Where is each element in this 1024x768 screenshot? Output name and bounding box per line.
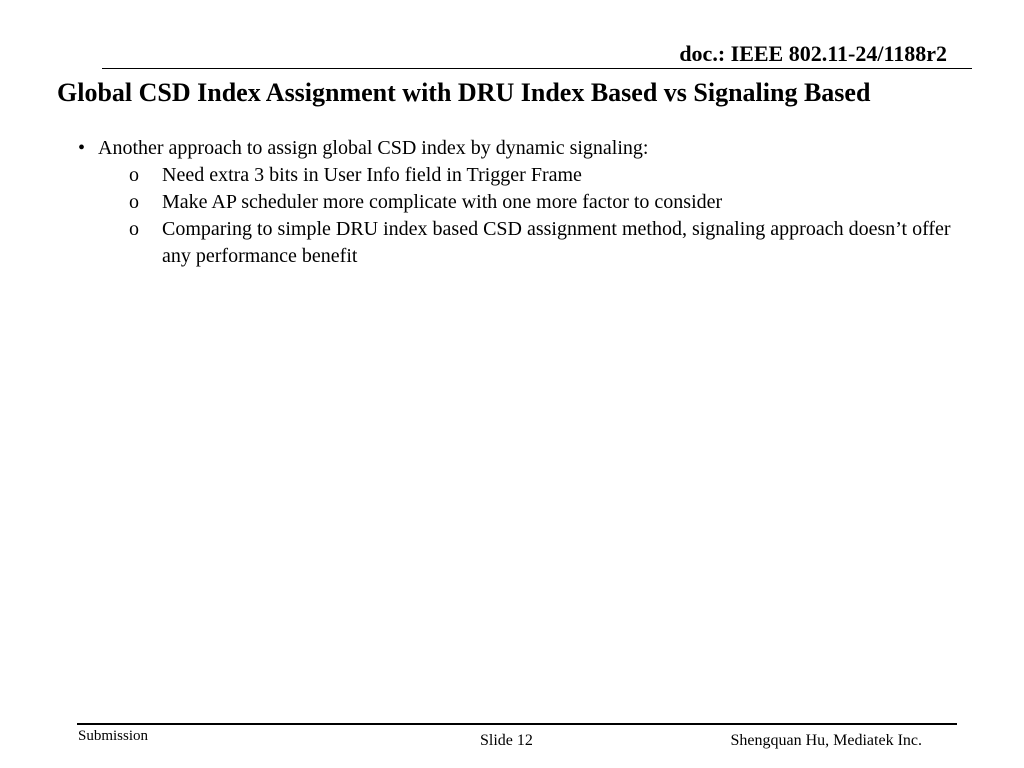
bullet-marker: • — [78, 137, 86, 159]
slide-body — [78, 135, 958, 270]
sub-bullet-text: Need extra 3 bits in User Info field in Trigger Frame — [162, 164, 582, 186]
sub-bullet-item — [129, 162, 958, 189]
footer-submission: Submission — [78, 728, 149, 744]
footer-divider — [77, 723, 957, 725]
header-divider — [102, 68, 972, 69]
bullet-text: Another approach to assign global CSD index by dynamic signaling: — [98, 137, 649, 159]
sub-bullet-text: Comparing to simple DRU index based CSD assignment method, signaling approach doesn’t offer any performance benefit — [162, 218, 951, 267]
sub-bullet-item — [129, 216, 958, 270]
slide-title: Global CSD Index Assignment with DRU Index Based vs Signaling Based — [57, 78, 871, 107]
sub-bullet-item — [129, 189, 958, 216]
sub-bullet-marker: o — [129, 164, 139, 186]
sub-bullet-list — [129, 162, 958, 270]
bullet-item — [78, 135, 958, 162]
sub-bullet-marker: o — [129, 191, 139, 213]
sub-bullet-text: Make AP scheduler more complicate with one more factor to consider — [162, 191, 723, 213]
sub-bullet-marker: o — [129, 218, 139, 240]
document-id: doc.: IEEE 802.11-24/1188r2 — [679, 41, 947, 66]
footer-author: Shengquan Hu, Mediatek Inc. — [730, 732, 922, 749]
slide-number: Slide 12 — [480, 732, 533, 749]
